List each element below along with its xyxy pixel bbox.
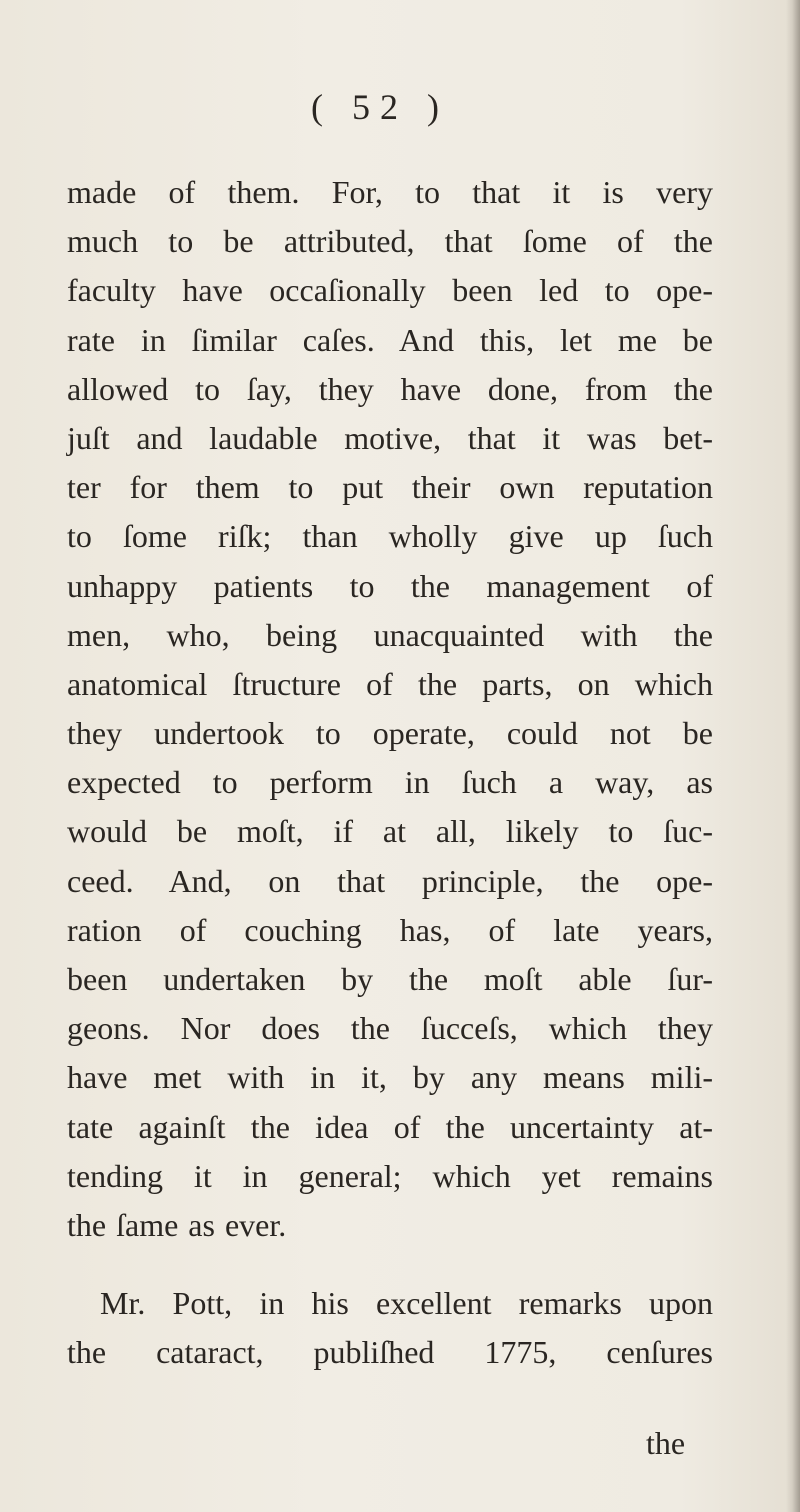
text-line: ceed. And, on that principle, the ope- — [67, 862, 713, 899]
text-line: have met with in it, by any means mili- — [67, 1059, 713, 1096]
text-line: much to be attributed, that ſome of the — [67, 223, 713, 260]
text-line: ration of couching has, of late years, — [67, 911, 713, 948]
text-line: tate againſt the idea of the uncertainty at- — [67, 1108, 713, 1145]
paragraph-1 — [67, 168, 713, 1250]
text-line: Mr. Pott, in his excellent remarks upon — [100, 1285, 713, 1322]
text-line: juſt and laudable motive, that it was bet- — [67, 419, 713, 456]
text-line: they undertook to operate, could not be — [67, 715, 713, 752]
text-line: geons. Nor does the ſucceſs, which they — [67, 1010, 713, 1047]
page-number: ( 52 ) — [311, 87, 449, 127]
text-line: faculty have occaſionally been led to ope- — [67, 272, 713, 309]
text-line: tending it in general; which yet remains — [67, 1157, 713, 1194]
body-text — [67, 168, 713, 1378]
text-line: made of them. For, to that it is very — [67, 174, 713, 210]
text-line: men, who, being unacquainted with the — [67, 616, 713, 653]
text-line: allowed to ſay, they have done, from the — [67, 370, 713, 407]
text-line: been undertaken by the moſt able ſur- — [67, 961, 713, 997]
text-line: the ſame as ever. — [67, 1206, 287, 1243]
text-line: anatomical ſtructure of the parts, on which — [67, 665, 713, 702]
text-line: the cataract, publiſhed 1775, cenſures — [67, 1334, 713, 1371]
paragraph-spacer — [67, 1250, 713, 1279]
text-line: to ſome riſk; than wholly give up ſuch — [67, 518, 713, 555]
text-line: expected to perform in ſuch a way, as — [67, 764, 713, 801]
text-line: rate in ſimilar caſes. And this, let me be — [67, 321, 713, 358]
text-line: would be moſt, if at all, likely to ſuc- — [67, 813, 713, 850]
paragraph-2 — [67, 1279, 713, 1377]
page-edge-shadow — [786, 0, 800, 1512]
catchword: the — [646, 1425, 686, 1461]
text-line: unhappy patients to the management of — [67, 567, 713, 604]
text-line: ter for them to put their own reputation — [67, 469, 713, 506]
